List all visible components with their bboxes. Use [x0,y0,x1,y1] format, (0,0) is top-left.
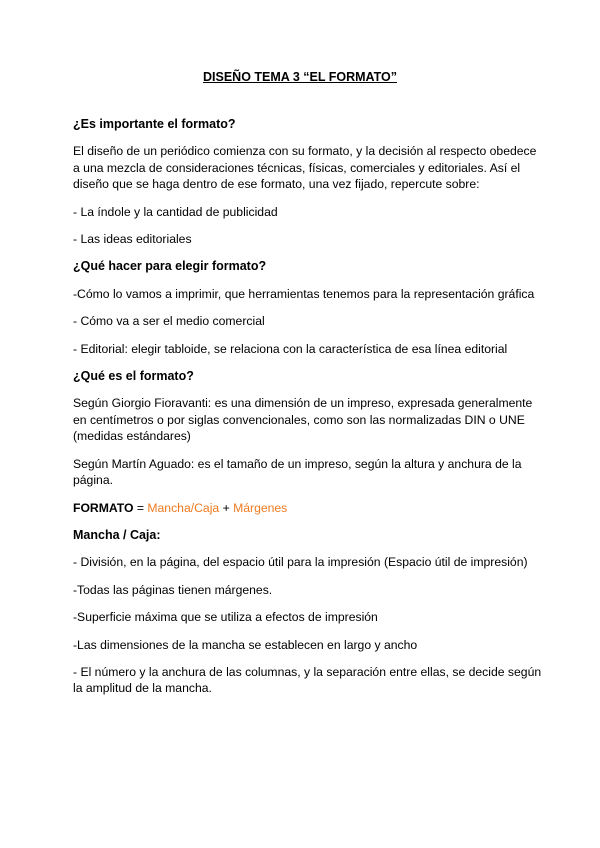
formula-part-margenes: Márgenes [233,500,288,515]
section-heading-what-is-format: ¿Qué es el formato? [73,369,194,384]
paragraph-intro: El diseño de un periódico comienza con su formato, y la decisión al respecto obedece a una mezcla de consideraciones técnicas, físicas, comerciales y editoriales. Así el diseño que se haga dentro de ese formato, una vez fijado, repercute sobre: [73,144,537,192]
formula-equals: = [133,500,148,515]
formula-line [73,500,543,516]
list-item: - Las ideas editoriales [73,232,192,247]
document-body [73,116,543,708]
list-item: -Cómo lo vamos a imprimir, que herramientas tenemos para la representación gráfica [73,286,535,301]
list-item: -Las dimensiones de la mancha se establecen en largo y ancho [73,637,418,652]
section-heading-importance: ¿Es importante el formato? [73,117,236,131]
formula-plus: + [219,500,234,515]
list-item: - Editorial: elegir tabloide, se relaciona con la característica de esa línea editorial [73,341,508,356]
formula-part-mancha: Mancha/Caja [147,500,220,515]
list-item: -Todas las páginas tienen márgenes. [73,582,273,597]
section-heading-mancha: Mancha / Caja: [73,527,161,542]
list-item: - División, en la página, del espacio útil para la impresión (Espacio útil de impresión) [73,555,528,570]
list-item: - El número y la anchura de las columnas, y la separación entre ellas, se decide según la amplitud de la mancha. [73,664,542,696]
formula-term: FORMATO [73,500,134,515]
paragraph-fioravanti: Según Giorgio Fioravanti: es una dimensión de un impreso, expresada generalmente en centímetros o por siglas convencionales, como son las normalizadas DIN o UNE (medidas estándares) [73,396,533,444]
list-item: - La índole y la cantidad de publicidad [73,204,278,219]
list-item: -Superficie máxima que se utiliza a efectos de impresión [73,610,378,625]
list-item: - Cómo va a ser el medio comercial [73,314,265,329]
section-heading-choose-format: ¿Qué hacer para elegir formato? [73,259,267,274]
document-title: DISEÑO TEMA 3 “EL FORMATO” [203,70,397,84]
paragraph-aguado: Según Martín Aguado: es el tamaño de un impreso, según la altura y anchura de la página. [73,456,522,488]
